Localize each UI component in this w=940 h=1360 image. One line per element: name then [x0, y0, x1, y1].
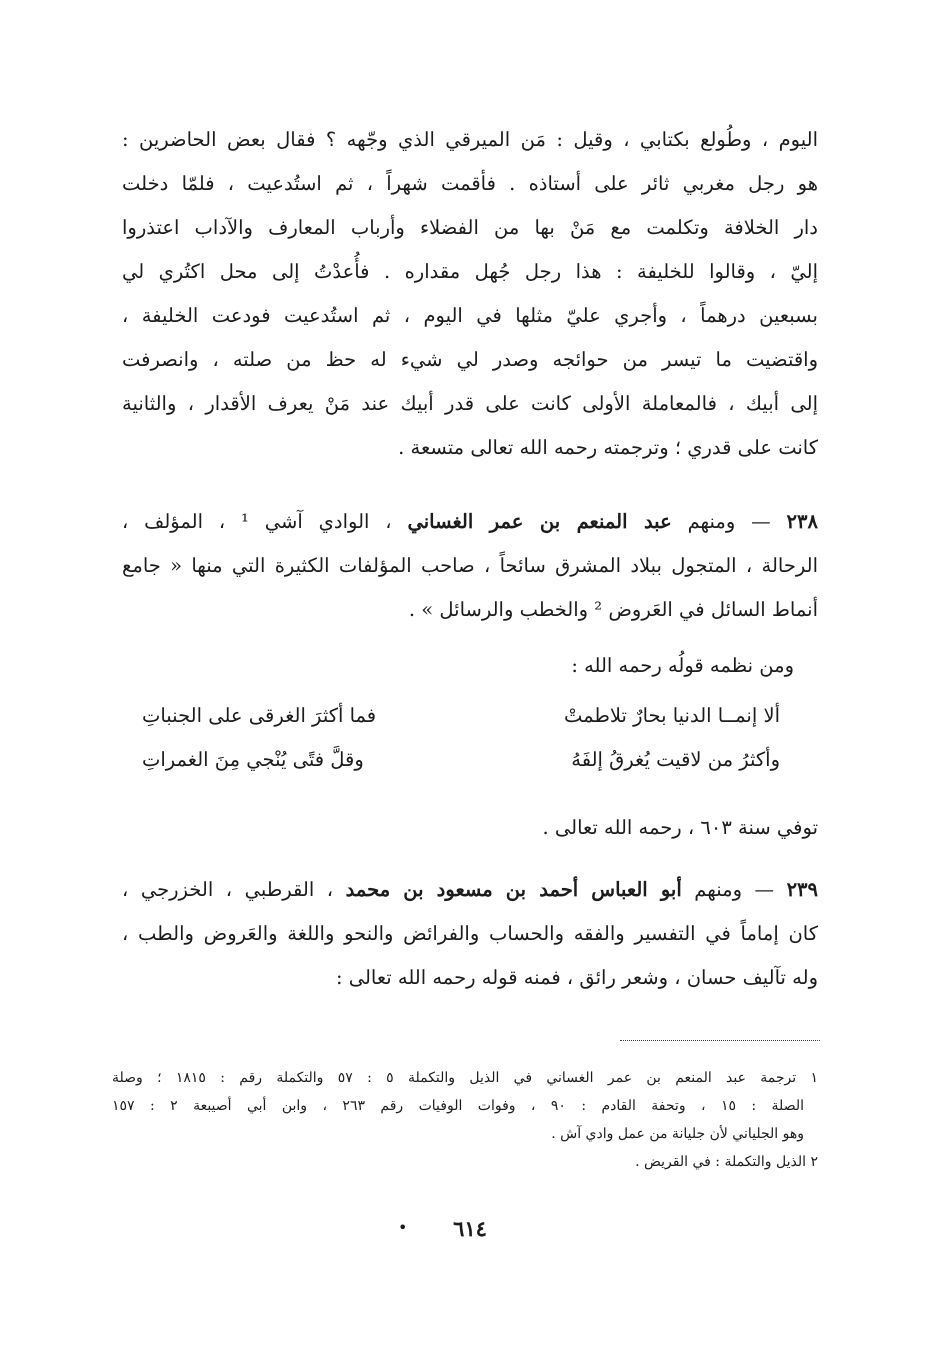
death-note: توفي سنة ٦٠٣ ، رحمه الله تعالى . [542, 816, 818, 839]
poem-verse [142, 738, 780, 782]
footnote-line: ٢ الذيل والتكملة : في القريض . [635, 1154, 818, 1170]
entry-dash: — [742, 878, 787, 901]
footnote-line: الصلة : ١٥ ، وتحفة القادم : ٩٠ ، وفوات الوفيات رقم ٢٦٣ ، وابن أبي أصيبعة ٢ : ١٥٧ [112, 1098, 804, 1114]
footnote-line: ١ ترجمة عبد المنعم بن عمر الغساني في الذيل والتكملة ٥ : ٥٧ والتكملة رقم : ١٨١٥ ؛ وصلة [112, 1070, 818, 1086]
verse-first-hemistich: ألا إنمــا الدنيا بحارٌ تلاطمتْ [563, 704, 780, 727]
text-line: واقتضيت ما تيسر من حوائجه وصدر لي شيء له حظ من صلته ، وانصرفت [122, 348, 818, 371]
poem-intro [122, 644, 818, 688]
text-line: إلى أبيك ، فالمعاملة الأولى كانت على قدر أبيك عند مَنْ يعرف الأقدار ، والثانية [122, 392, 818, 415]
page-dot-mark: • [398, 1218, 408, 1237]
text-line: دار الخلافة وتكلمت مع مَنْ بها من الفضلاء وأرباب المعارف والآداب اعتذروا [122, 216, 818, 239]
poem-verse [142, 694, 780, 738]
entry-number: ٢٣٨ [786, 510, 818, 533]
text-line: كان إماماً في التفسير والفقه والحساب والفرائض والنحو واللغة والعَروض والطب ، [122, 922, 818, 945]
entry-line-rest: ، الوادي آشي ¹ ، المؤلف ، [122, 510, 408, 533]
text-line: هو رجل مغربي ثائر على أستاذه . فأقمت شهراً ، ثم استُدعيت ، فلمّا دخلت [122, 172, 818, 195]
text-line: أنماط السائل في العَروض ² والخطب والرسائل » . [408, 598, 818, 621]
poem [142, 694, 780, 782]
entry-line-rest: ، القرطبي ، الخزرجي ، [122, 878, 346, 901]
entry-238 [122, 500, 818, 632]
text-line: اليوم ، وطُولع بكتابي ، وقيل : مَن الميرقي الذي وجّهه ؟ فقال بعض الحاضرين : [122, 128, 818, 151]
footnote-divider [620, 1040, 820, 1041]
entry-number: ٢٣٩ [786, 878, 818, 901]
footnote-line: وهو الجلياني لأن جليانة من عمل وادي آش . [551, 1126, 804, 1142]
footnotes [112, 1064, 818, 1176]
paragraph-continuation [122, 118, 818, 470]
text-line: الرحالة ، المتجول ببلاد المشرق سائحاً ، صاحب المؤلفات الكثيرة التي منها « جامع [122, 554, 818, 577]
entry-239 [122, 868, 818, 1000]
verse-second-hemistich: فما أكثرَ الغرقى على الجنباتِ [142, 704, 377, 727]
entry-heading-line [122, 868, 818, 912]
entry-intro: ومنهم [671, 510, 736, 533]
entry-dash: — [735, 510, 787, 533]
entry-heading-line [122, 500, 818, 544]
verse-second-hemistich: وقلَّ فتًى يُنْجي مِنَ الغمراتِ [142, 748, 364, 771]
text-line: إليّ ، وقالوا للخليفة : هذا رجل جُهل مقداره . فأُعدْتُ إلى محل اكتُري لي [122, 260, 818, 283]
text-line: بسبعين درهماً ، وأجري عليّ مثلها في اليوم ، ثم استُدعيت فودعت الخليفة ، [122, 304, 818, 327]
page-number: ٦١٤ [453, 1216, 487, 1241]
verse-first-hemistich: وأكثرُ من لاقيت يُغرقُ إلفَهُ [571, 748, 780, 771]
person-name: أبو العباس أحمد بن مسعود بن محمد [345, 878, 682, 901]
text-line: وله تآليف حسان ، وشعر رائق ، فمنه قوله رحمه الله تعالى : [335, 966, 818, 989]
entry-intro: ومنهم [681, 878, 742, 901]
text-line: كانت على قدري ؛ وترجمته رحمه الله تعالى متسعة . [398, 436, 818, 459]
person-name: عبد المنعم بن عمر الغساني [407, 510, 672, 533]
text-line: ومن نظمه قولُه رحمه الله : [571, 654, 794, 677]
